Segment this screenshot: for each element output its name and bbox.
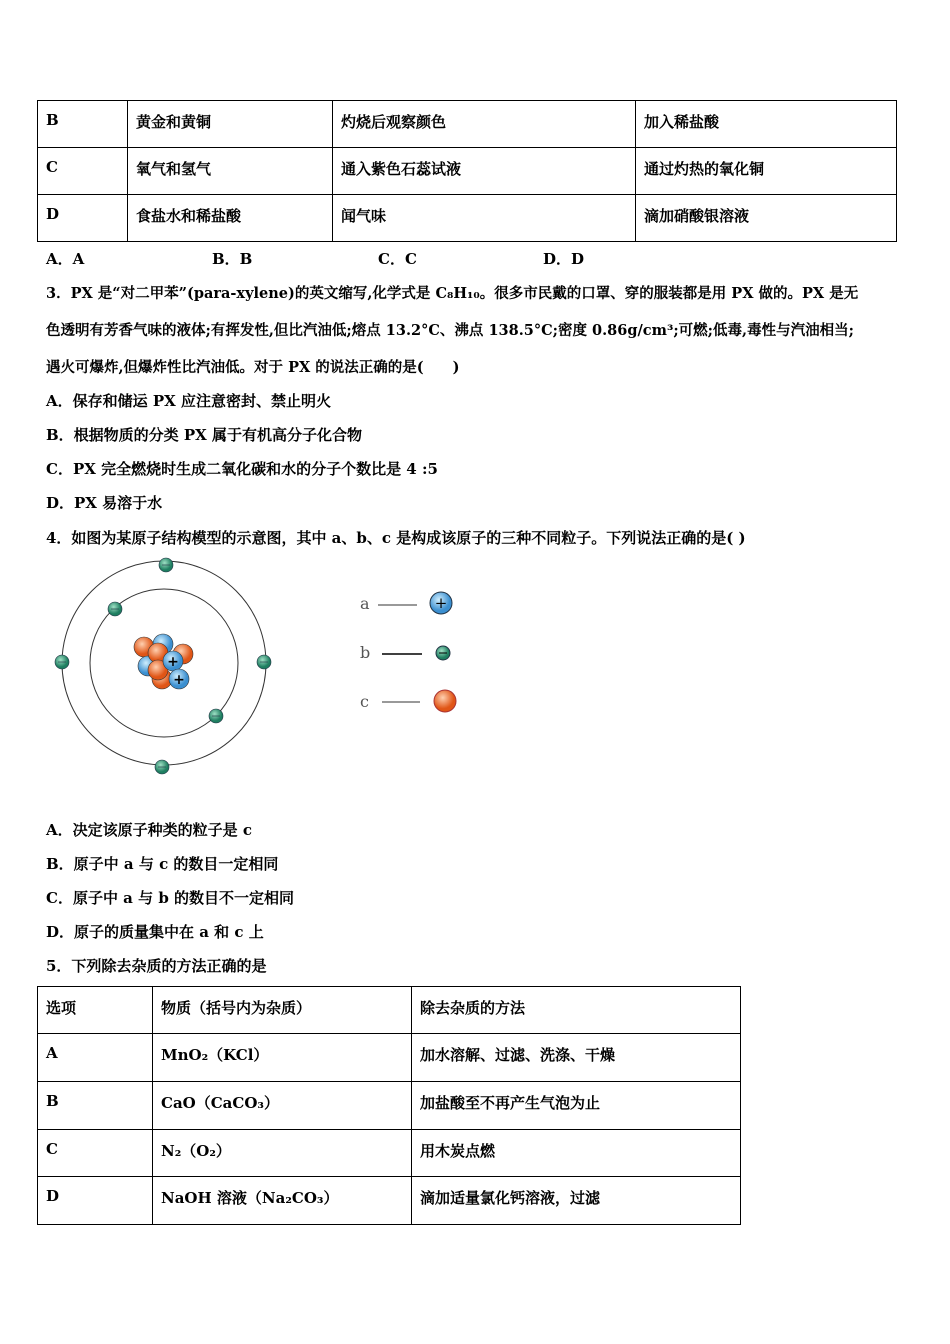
cell: B [38,101,128,148]
q4-option: C．原子中 a 与 b 的数目不一定相同 [46,889,295,907]
cell: 食盐水和稀盐酸 [128,195,333,242]
option-b: B．B [212,250,253,268]
cell: 加水溶解、过滤、洗涤、干燥 [412,1034,741,1082]
q3-option: C．PX 完全燃烧时生成二氧化碳和水的分子个数比是 4 :5 [46,460,438,478]
svg-text:+: + [434,594,448,612]
cell: 氧气和氢气 [128,148,333,195]
q4-stem: 4．如图为某原子结构模型的示意图，其中 a、b、c 是构成该原子的三种不同粒子。下列说法正确的是( ) [46,529,746,547]
table-row [38,1177,741,1225]
cell: CaO（CaCO₃） [153,1082,412,1130]
q4-option: A．决定该原子种类的粒子是 c [46,821,252,839]
q5-stem: 5．下列除去杂质的方法正确的是 [46,957,267,975]
cell: 用木炭点燃 [412,1130,741,1177]
cell: B [38,1082,153,1130]
cell: 滴加硝酸银溶液 [636,195,897,242]
table-q5 [37,986,741,1225]
neutron-icon [434,690,456,712]
table-row [38,1034,741,1082]
atom-diagram [40,550,480,790]
q3-option: D．PX 易溶于水 [46,494,163,512]
q4-option: D．原子的质量集中在 a 和 c 上 [46,923,264,941]
cell: C [38,1130,153,1177]
cell: 选项 [38,987,153,1034]
cell: N₂（O₂） [153,1130,412,1177]
table-row [38,101,897,148]
cell: 除去杂质的方法 [412,987,741,1034]
svg-text:+: + [167,654,179,670]
cell: 黄金和黄铜 [128,101,333,148]
cell: C [38,148,128,195]
cell: 闻气味 [333,195,636,242]
cell: D [38,195,128,242]
option-c: C．C [378,250,417,268]
table-q2 [37,100,897,242]
option-d: D．D [543,250,585,268]
legend-a: a [360,594,370,613]
table-row [38,148,897,195]
cell: 灼烧后观察颜色 [333,101,636,148]
cell: NaOH 溶液（Na₂CO₃） [153,1177,412,1225]
cell: 物质（括号内为杂质） [153,987,412,1034]
legend-b: b [360,643,371,662]
q3-line: 3．PX 是“对二甲苯”(para-xylene)的英文缩写,化学式是 C₈H₁₀。很多市民戴的口罩、穿的服装都是用 PX 做的。PX 是无 [46,285,859,302]
legend-c: c [360,692,369,711]
table-row [38,195,897,242]
cell: 通过灼热的氧化铜 [636,148,897,195]
q3-line: 色透明有芳香气味的液体;有挥发性,但比汽油低;熔点 13.2°C、沸点 138.5°C;密度 0.86g/cm³;可燃;低毒,毒性与汽油相当; [46,322,854,339]
legend [360,592,456,712]
option-a: A．A [46,250,85,268]
cell: A [38,1034,153,1082]
nucleus [134,634,193,689]
cell: 加入稀盐酸 [636,101,897,148]
q4-option: B．原子中 a 与 c 的数目一定相同 [46,855,279,873]
q3-option: A．保存和储运 PX 应注意密封、禁止明火 [46,392,332,410]
svg-text:+: + [173,672,185,688]
cell: 加盐酸至不再产生气泡为止 [412,1082,741,1130]
q3-line: 遇火可爆炸,但爆炸性比汽油低。对于 PX 的说法正确的是( ) [46,359,460,376]
cell: D [38,1177,153,1225]
cell: 通入紫色石蕊试液 [333,148,636,195]
table-row [38,1082,741,1130]
table-row [38,1130,741,1177]
q3-option: B．根据物质的分类 PX 属于有机高分子化合物 [46,426,363,444]
table-row [38,987,741,1034]
cell: 滴加适量氯化钙溶液，过滤 [412,1177,741,1225]
cell: MnO₂（KCl） [153,1034,412,1082]
